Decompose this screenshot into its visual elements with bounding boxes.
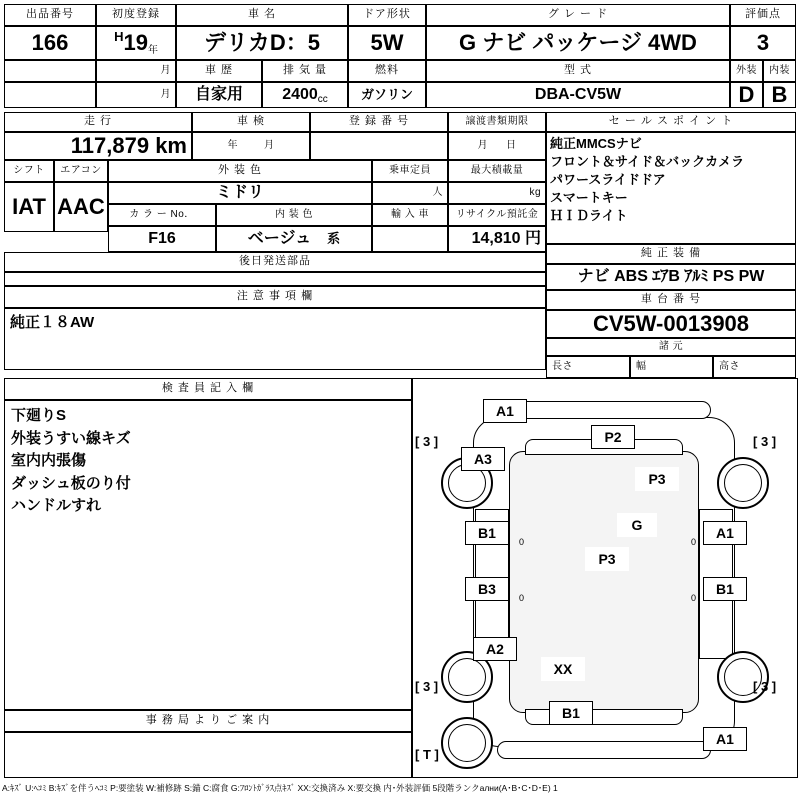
damage-mark[interactable]: P3 — [585, 547, 629, 571]
tyre-depth-label: [ 3 ] — [753, 434, 777, 449]
transfer-deadline-label: 譲渡書類期限 — [448, 112, 546, 132]
door-marker: 0 — [691, 537, 697, 547]
fuel-value: ガソリン — [348, 82, 426, 108]
wheel-front-right — [717, 457, 769, 509]
max-load-label: 最大積載量 — [448, 160, 546, 182]
interior-color-suffix: 系 — [327, 231, 341, 247]
sales-point-title: セ ー ル ス ポ イ ン ト — [546, 112, 796, 132]
transfer-month-unit: 月 — [477, 139, 488, 151]
sales-point-line: ＨＩＤライト — [550, 207, 628, 223]
inspector-list — [4, 400, 412, 710]
door-marker: 0 — [519, 593, 525, 603]
registration-number-label: 登 録 番 号 — [310, 112, 448, 132]
front-bumper — [497, 401, 711, 419]
model-name-label: 車 名 — [176, 4, 348, 26]
aircon-value: AAC — [54, 182, 108, 232]
damage-mark[interactable]: B1 — [465, 521, 509, 545]
grade-value: G ナビ パッケージ 4WD — [426, 26, 730, 60]
height-label: 高さ — [713, 356, 796, 378]
reg-year: 19 — [123, 30, 148, 56]
import-value — [372, 226, 448, 252]
wheel-rear-right — [717, 651, 769, 703]
interior-grade-value: B — [763, 82, 796, 108]
shaken-label: 車 検 — [192, 112, 310, 132]
chassis-number-value: CV5W-0013908 — [546, 310, 796, 338]
inspector-line: 外装うすい線キズ — [11, 429, 131, 447]
wheel-spare — [441, 717, 493, 769]
color-number-label: カ ラ ー No． — [108, 204, 216, 226]
first-registration-month: 月 — [96, 60, 176, 82]
aircon-label: エアコン — [54, 160, 108, 182]
damage-mark[interactable]: B1 — [703, 577, 747, 601]
reg-year-unit: 年 — [147, 44, 158, 56]
interior-color-label: 内 装 色 — [216, 204, 372, 226]
inspector-title: 検 査 員 記 入 欄 — [4, 378, 412, 400]
shift-value: IAT — [4, 182, 54, 232]
max-load-value: kg — [448, 182, 546, 204]
inspector-line: ダッシュ板のり付 — [11, 474, 131, 492]
seats-label: 乗車定員 — [372, 160, 448, 182]
mileage-value: 117,879 km — [4, 132, 192, 160]
color-number-value: F16 — [108, 226, 216, 252]
interior-color-value — [216, 226, 372, 252]
damage-mark[interactable]: P3 — [635, 467, 679, 491]
damage-mark[interactable]: A1 — [703, 521, 747, 545]
blank-cell-1 — [4, 60, 96, 82]
grade-label: グ レ ー ド — [426, 4, 730, 26]
import-label: 輸 入 車 — [372, 204, 448, 226]
door-marker: 0 — [519, 537, 525, 547]
recycle-deposit-value: 14,810 円 — [448, 226, 546, 252]
fuel-label: 燃料 — [348, 60, 426, 82]
office-notice-body — [4, 732, 412, 778]
length-label: 長さ — [546, 356, 630, 378]
later-parts-label: 後日発送部品 — [4, 252, 546, 272]
type-value: DBA-CV5W — [426, 82, 730, 108]
displacement-label: 排 気 量 — [262, 60, 348, 82]
tyre-depth-label: [ 3 ] — [415, 434, 439, 449]
sales-point-line: 純正MMCSナビ — [550, 136, 642, 151]
displacement-number: 2400 — [282, 85, 318, 103]
era-letter: H — [114, 29, 124, 44]
model-name-value: デリカD：5 — [176, 26, 348, 60]
damage-mark[interactable]: A1 — [483, 399, 527, 423]
first-registration-label: 初度登録 — [96, 4, 176, 26]
damage-mark[interactable]: B1 — [549, 701, 593, 725]
equipment-value: ナビ ABS ｴｱB ｱﾙﾐ PS PW — [546, 264, 796, 290]
spare-tyre-label: [ T ] — [415, 747, 439, 762]
vehicle-damage-diagram — [412, 378, 798, 778]
displacement-value — [262, 82, 348, 108]
dimensions-label: 諸 元 — [546, 338, 796, 356]
lot-number-label: 出品番号 — [4, 4, 96, 26]
rear-bumper — [497, 741, 711, 759]
damage-mark[interactable]: A3 — [461, 447, 505, 471]
recycle-deposit-label: リサイクル預託金 — [448, 204, 546, 226]
lot-number-value: 166 — [4, 26, 96, 60]
inspector-line: 下廻りS — [11, 407, 67, 424]
damage-mark[interactable]: B3 — [465, 577, 509, 601]
notes-line: 純正１８AW — [10, 314, 95, 331]
blank-cell-2 — [4, 82, 96, 108]
sales-point-line: フロント＆サイド＆バックカメラ — [550, 153, 745, 169]
mileage-label: 走 行 — [4, 112, 192, 132]
damage-mark[interactable]: XX — [541, 657, 585, 681]
door-marker: 0 — [691, 593, 697, 603]
damage-mark[interactable]: A2 — [473, 637, 517, 661]
first-registration-month-2: 月 — [96, 82, 176, 108]
shaken-year-unit: 年 — [227, 139, 238, 151]
damage-mark[interactable]: A1 — [703, 727, 747, 751]
damage-mark[interactable]: G — [617, 513, 657, 537]
exterior-color-label: 外 装 色 — [108, 160, 372, 182]
legend-text: A:ｷｽﾞ U:ﾍｺﾐ B:ｷｽﾞを伴うﾍｺﾐ P:要塗装 W:補修跡 S:錨 C:腐食 G:ﾌﾛﾝﾄｶﾞﾗｽ点ｷｽﾞ XX:交換済み X:要交換 内･外装評価 5段階ランクални(A･B･C･D･E) 1 — [2, 783, 558, 793]
sales-point-list — [546, 132, 796, 244]
chassis-number-label: 車 台 番 号 — [546, 290, 796, 310]
interior-grade-label: 内装 — [763, 60, 796, 82]
shaken-value — [192, 132, 310, 160]
transfer-deadline-value — [448, 132, 546, 160]
score-value: 3 — [730, 26, 796, 60]
width-label: 幅 — [630, 356, 713, 378]
shaken-month-unit: 月 — [264, 139, 275, 151]
registration-number-value — [310, 132, 448, 160]
interior-color-text: ベージュ — [247, 229, 312, 247]
sales-point-line: スマートキー — [550, 189, 628, 205]
tyre-depth-label: [ 3 ] — [415, 679, 439, 694]
office-notice-title: 事 務 局 よ り ご 案 内 — [4, 710, 412, 732]
notes-title: 注 意 事 項 欄 — [4, 286, 546, 308]
displacement-unit: cc — [317, 93, 328, 105]
equipment-title: 純 正 装 備 — [546, 244, 796, 264]
later-parts-value — [4, 272, 546, 286]
door-shape-value: 5W — [348, 26, 426, 60]
transfer-day-unit: 日 — [506, 139, 517, 151]
first-registration-value — [96, 26, 176, 60]
sales-point-line: パワースライドドア — [550, 171, 666, 187]
inspector-line: 室内内張傷 — [11, 452, 87, 469]
shift-label: シフト — [4, 160, 54, 182]
tyre-depth-label: [ 3 ] — [753, 679, 777, 694]
history-value: 自家用 — [176, 82, 262, 108]
damage-mark[interactable]: P2 — [591, 425, 635, 449]
type-label: 型 式 — [426, 60, 730, 82]
history-label: 車 歴 — [176, 60, 262, 82]
inspector-line: ハンドルすれ — [11, 497, 102, 514]
score-label: 評価点 — [730, 4, 796, 26]
notes-list — [4, 308, 546, 370]
seats-value: 人 — [372, 182, 448, 204]
exterior-grade-label: 外装 — [730, 60, 763, 82]
exterior-color-value: ミドリ — [108, 182, 372, 204]
exterior-grade-value: D — [730, 82, 763, 108]
door-shape-label: ドア形状 — [348, 4, 426, 26]
